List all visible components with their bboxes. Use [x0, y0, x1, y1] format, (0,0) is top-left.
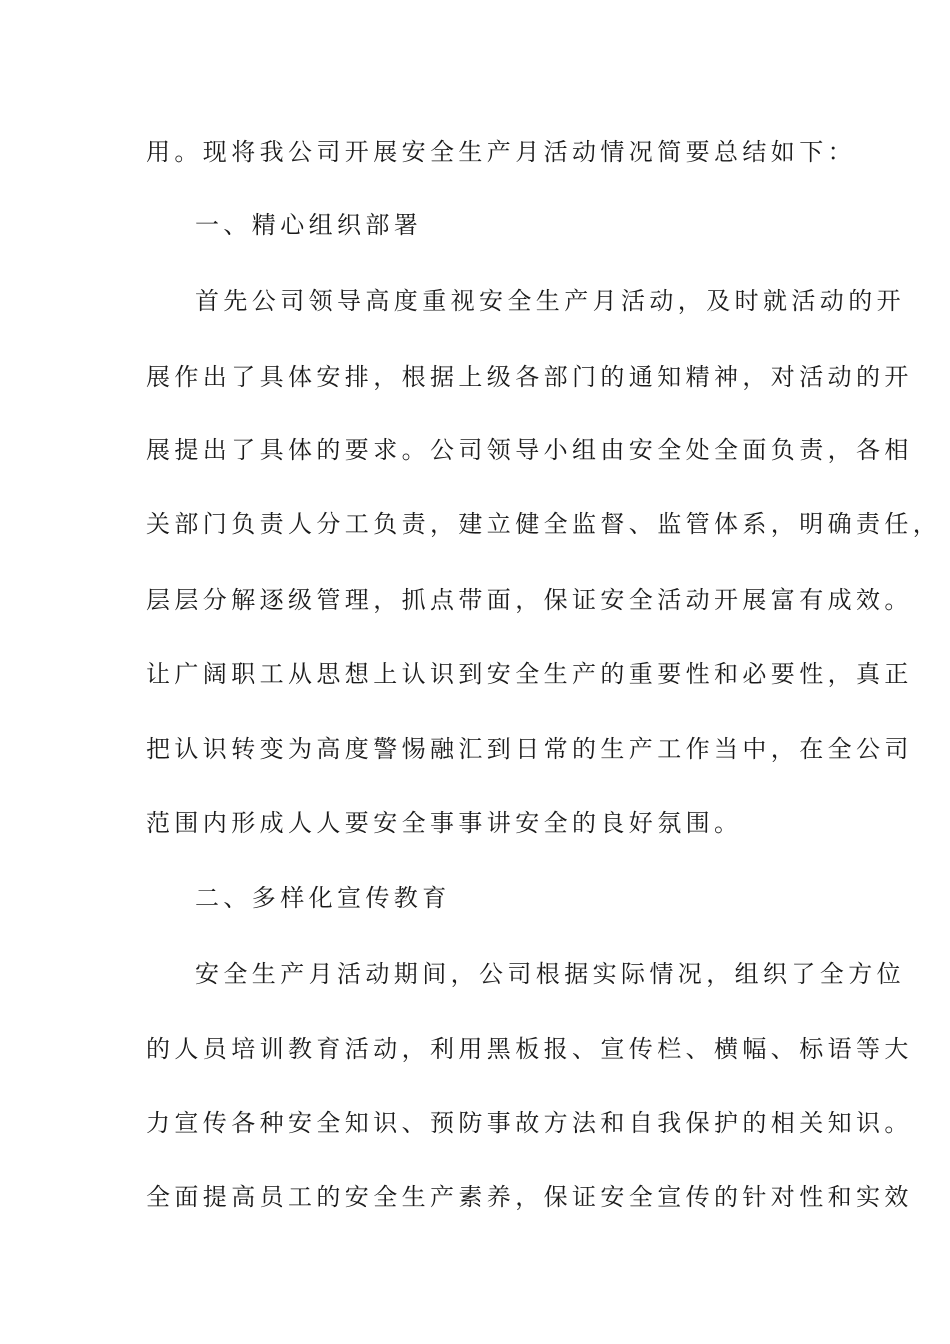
body-text-line: 把认识转变为高度警惕融汇到日常的生产工作当中，在全公司 [146, 735, 913, 763]
body-text-line: 首先公司领导高度重视安全生产月活动，及时就活动的开 [195, 287, 905, 315]
section-heading-2: 二、多样化宣传教育 [195, 884, 451, 912]
body-text-line: 关部门负责人分工负责，建立健全监督、监管体系，明确责任， [146, 510, 942, 538]
body-text-line: 的人员培训教育活动，利用黑板报、宣传栏、横幅、标语等大 [146, 1035, 913, 1063]
body-text-line: 让广阔职工从思想上认识到安全生产的重要性和必要性，真正 [146, 660, 913, 688]
body-text-line: 用。现将我公司开展安全生产月活动情况简要总结如下： [146, 138, 856, 166]
body-text-line: 层层分解逐级管理，抓点带面，保证安全活动开展富有成效。 [146, 586, 913, 614]
body-text-line: 安全生产月活动期间，公司根据实际情况，组织了全方位 [195, 960, 905, 988]
body-text-line: 力宣传各种安全知识、预防事故方法和自我保护的相关知识。 [146, 1109, 913, 1137]
section-heading-1: 一、精心组织部署 [195, 211, 423, 239]
body-text-line: 展提出了具体的要求。公司领导小组由安全处全面负责，各相 [146, 436, 913, 464]
body-text-line: 范围内形成人人要安全事事讲安全的良好氛围。 [146, 809, 743, 837]
body-text-line: 全面提高员工的安全生产素养，保证安全宣传的针对性和实效 [146, 1183, 913, 1211]
body-text-line: 展作出了具体安排，根据上级各部门的通知精神，对活动的开 [146, 363, 913, 391]
